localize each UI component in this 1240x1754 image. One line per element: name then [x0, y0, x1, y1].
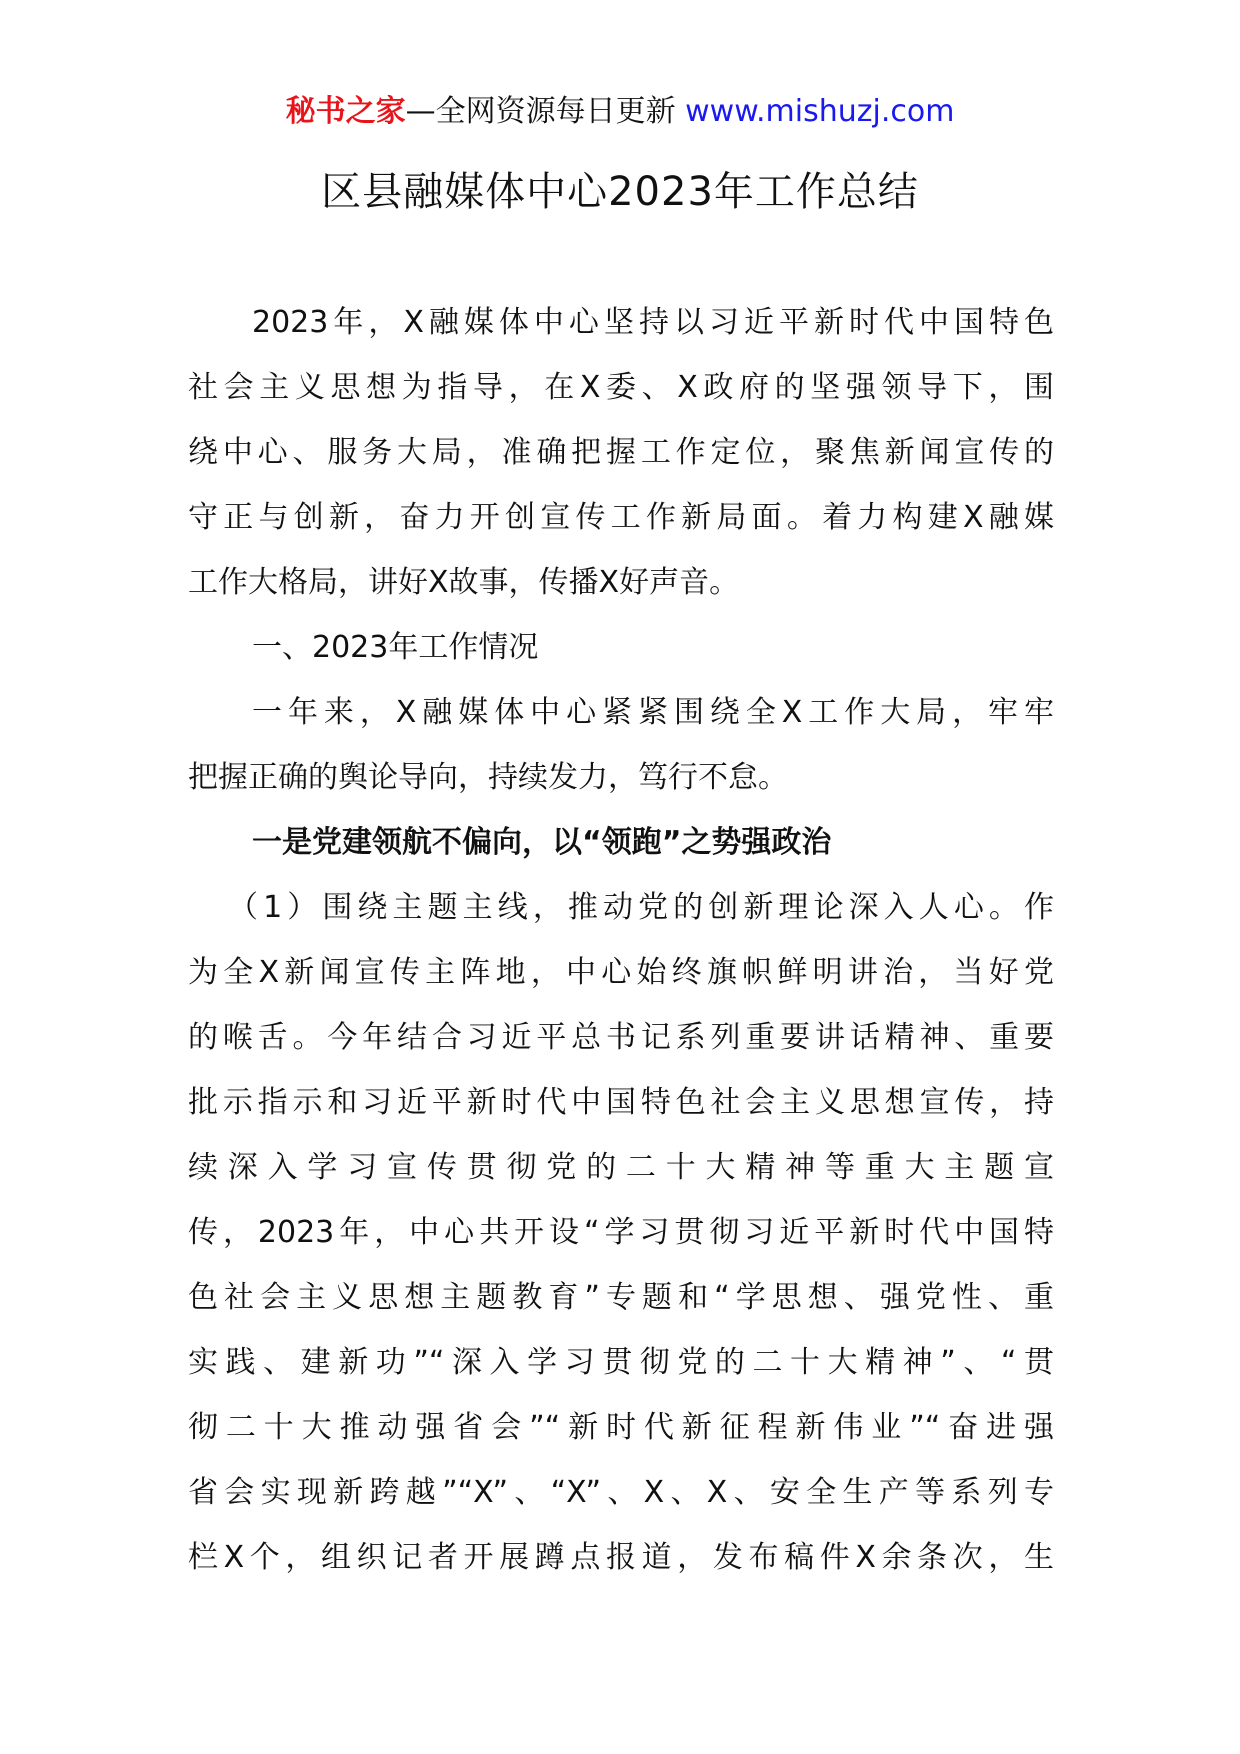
paragraph-line: 2023年，X融媒体中心坚持以习近平新时代中国特色 [252, 305, 1054, 340]
paragraph-line: 续深入学习宣传贯彻党的二十大精神等重大主题宣 [188, 1150, 1054, 1185]
paragraph-line: 实践、建新功”“深入学习贯彻党的二十大精神”、“贯 [188, 1345, 1054, 1380]
paragraph-line: 绕中心、服务大局，准确把握工作定位，聚焦新闻宣传的 [188, 435, 1054, 470]
site-tagline: —全网资源每日更新 [405, 94, 686, 129]
paragraph-line: 批示指示和习近平新时代中国特色社会主义思想宣传，持 [188, 1085, 1054, 1120]
site-url-link[interactable]: www.mishuzj.com [685, 94, 955, 129]
paragraph-line: 的喉舌。今年结合习近平总书记系列重要讲话精神、重要 [188, 1020, 1054, 1055]
paragraph-line: 为全X新闻宣传主阵地，中心始终旗帜鲜明讲治，当好党 [188, 955, 1054, 990]
paragraph-line: 工作大格局，讲好X故事，传播X好声音。 [188, 565, 740, 600]
paragraph-line: 栏X个，组织记者开展蹲点报道，发布稿件X余条次，生 [188, 1540, 1054, 1575]
paragraph-line: 守正与创新，奋力开创宣传工作新局面。着力构建X融媒 [188, 500, 1054, 535]
paragraph-line: 社会主义思想为指导，在X委、X政府的坚强领导下，围 [188, 370, 1054, 405]
subsection-heading: 一是党建领航不偏向，以“领跑”之势强政治 [252, 825, 832, 860]
site-name: 秘书之家 [285, 94, 406, 129]
paragraph-line: 彻二十大推动强省会”“新时代新征程新伟业”“奋进强 [188, 1410, 1054, 1445]
paragraph-line: 省会实现新跨越”“X”、“X”、X、X、安全生产等系列专 [188, 1475, 1054, 1510]
paragraph-line: 一年来，X融媒体中心紧紧围绕全X工作大局，牢牢 [252, 695, 1054, 730]
paragraph-line: 传，2023年，中心共开设“学习贯彻习近平新时代中国特 [188, 1215, 1054, 1250]
paragraph-line: 把握正确的舆论导向，持续发力，笃行不怠。 [188, 760, 788, 795]
paragraph-line: 色社会主义思想主题教育”专题和“学思想、强党性、重 [188, 1280, 1054, 1315]
document-body [188, 290, 1054, 1590]
document-title: 区县融媒体中心2023年工作总结 [321, 169, 919, 215]
site-header [0, 92, 1240, 132]
section-heading: 一、2023年工作情况 [252, 630, 539, 665]
paragraph-line: （1）围绕主题主线，推动党的创新理论深入人心。作 [228, 890, 1054, 925]
